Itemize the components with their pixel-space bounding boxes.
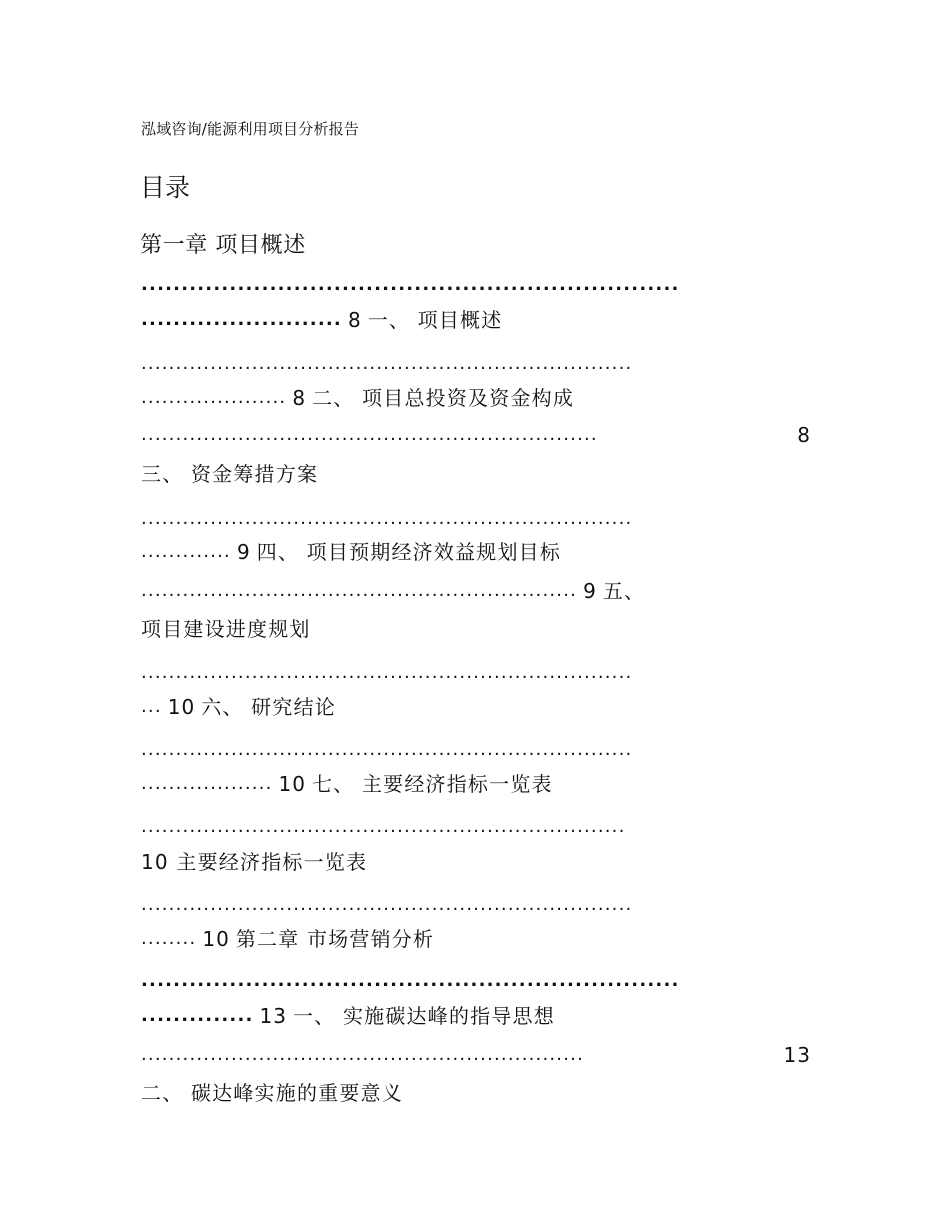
document-header: 泓域咨询/能源利用项目分析报告 <box>141 120 360 138</box>
toc-entry-line-5 <box>141 420 811 450</box>
toc-dots: .............. <box>141 1005 254 1026</box>
toc-entry-title: 五、 <box>602 579 646 603</box>
toc-page-number: 8 <box>347 308 362 332</box>
toc-dots: ................... <box>141 773 273 794</box>
toc-entry-title: 三、 资金筹措方案 <box>141 462 319 486</box>
toc-entry-line-18 <box>141 924 811 954</box>
toc-page-number: 9 <box>583 579 597 603</box>
toc-title: 目录 <box>140 173 191 202</box>
toc-entry-title: 四、 项目预期经济效益规划目标 <box>256 540 562 564</box>
toc-page-number: 8 <box>797 423 811 447</box>
toc-dots: ................................................................ <box>141 1044 584 1065</box>
toc-entry-line-10 <box>141 614 811 644</box>
toc-entry-line-2 <box>141 305 811 335</box>
toc-entry-line-9 <box>141 576 811 606</box>
toc-dots: ............................................................... <box>141 580 578 601</box>
toc-page-number: 13 <box>259 1004 287 1028</box>
toc-dot-line-15 <box>141 812 811 842</box>
toc-entry-line-16 <box>141 847 811 877</box>
toc-page-number: 10 <box>167 695 196 719</box>
toc-page-number: 13 <box>783 1043 811 1067</box>
toc-dots: ....................................................................... <box>141 353 633 374</box>
toc-dot-line-13 <box>141 735 811 765</box>
toc-entry-line-22 <box>141 1078 811 1108</box>
toc-entry-line-8 <box>141 537 811 567</box>
toc-entry-line-6 <box>141 459 811 489</box>
toc-dots: ....................................................................... <box>141 508 633 529</box>
toc-dots: ............. <box>141 541 231 562</box>
toc-dots: .................................................................. <box>141 424 598 445</box>
toc-dot-line-1 <box>141 270 811 300</box>
toc-dot-line-3 <box>141 349 811 379</box>
toc-dots: ....................................................................... <box>141 894 633 915</box>
toc-dots: ...................................................................... <box>141 816 626 837</box>
toc-page-number: 10 <box>202 927 230 951</box>
toc-entry-line-14 <box>141 769 811 799</box>
toc-dots: ..................... <box>141 387 287 408</box>
toc-dots: ......................... <box>141 309 342 330</box>
toc-dot-line-11 <box>141 658 811 688</box>
toc-entry-title: 一、 实施碳达峰的指导思想 <box>292 1004 555 1028</box>
toc-page-number: 8 <box>292 386 307 410</box>
toc-dots: ....................................................................... <box>141 662 633 683</box>
toc-entry-title: 七、 主要经济指标一览表 <box>311 772 553 796</box>
toc-entry-title: 第二章 市场营销分析 <box>235 927 435 951</box>
toc-entry-title: 项目建设进度规划 <box>141 617 311 641</box>
toc-page-number: 10 <box>278 772 306 796</box>
toc-entry-title: 一、 项目概述 <box>367 308 503 332</box>
toc-dots: ........ <box>141 928 197 949</box>
toc-entry-line-20 <box>141 1001 811 1031</box>
toc-entry-title: 二、 项目总投资及资金构成 <box>312 386 575 410</box>
toc-dots: ................................................................... <box>141 970 680 991</box>
toc-entry-title: 10 主要经济指标一览表 <box>141 850 368 874</box>
toc-entry-line-21 <box>141 1040 811 1070</box>
toc-entry-title: 六、 研究结论 <box>201 695 336 719</box>
toc-entry-title: 二、 碳达峰实施的重要意义 <box>141 1081 403 1105</box>
toc-dot-line-17 <box>141 890 811 920</box>
chapter-1-title: 第一章 项目概述 <box>140 233 306 258</box>
toc-dots: ....................................................................... <box>141 739 633 760</box>
toc-entry-line-12 <box>141 692 811 722</box>
toc-dots: ................................................................... <box>141 274 680 295</box>
toc-dots: ... <box>141 696 162 717</box>
toc-page-number: 9 <box>236 540 251 564</box>
toc-dot-line-19 <box>141 966 811 996</box>
toc-entry-line-4 <box>141 383 811 413</box>
toc-dot-line-7 <box>141 504 811 534</box>
